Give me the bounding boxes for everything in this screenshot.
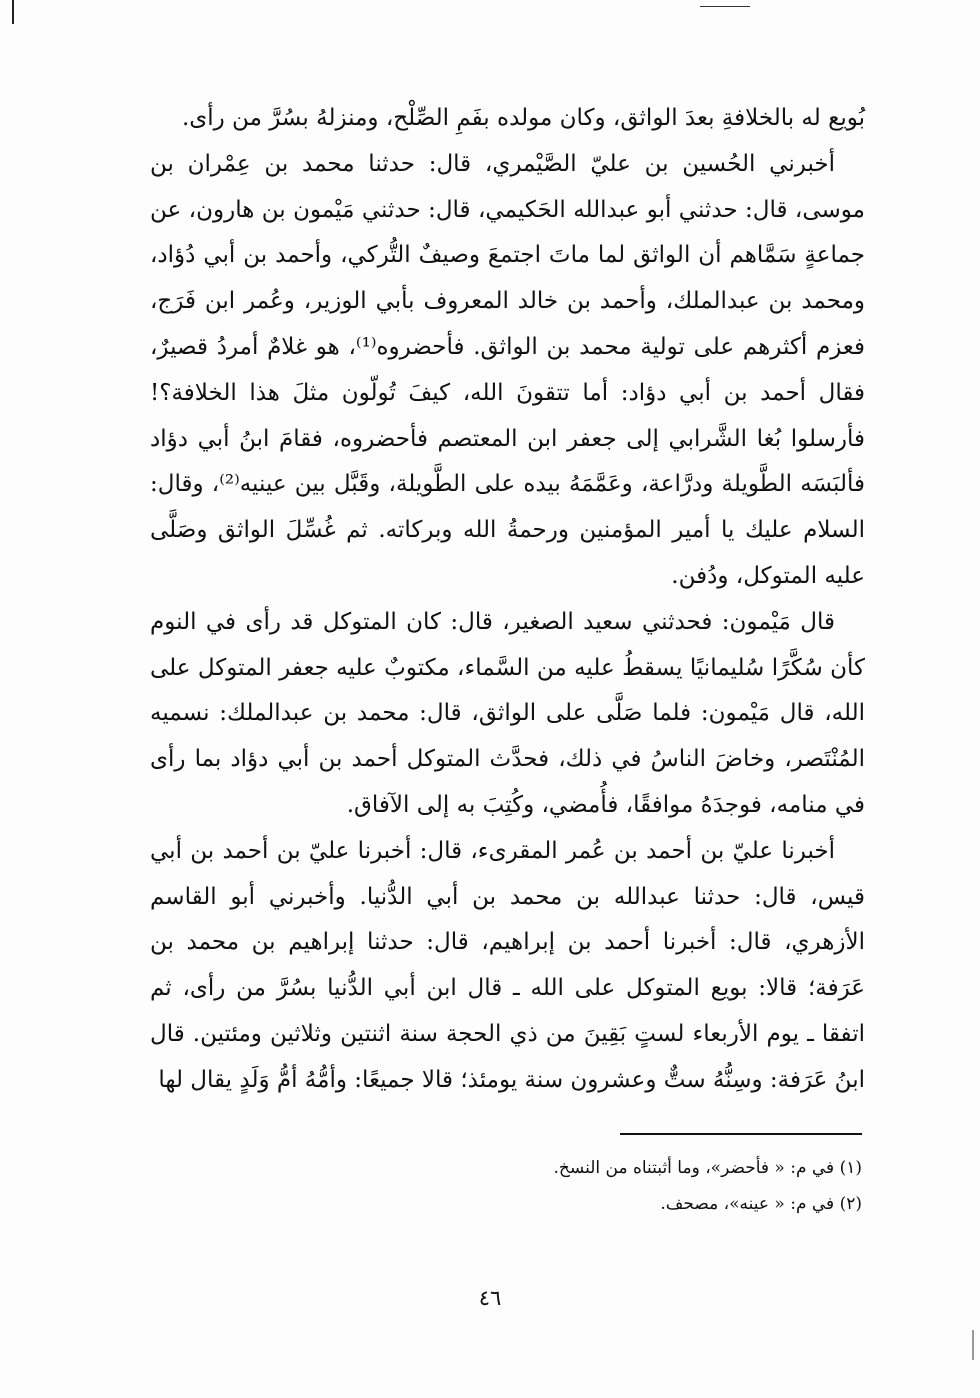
footnote-divider [620, 1133, 862, 1135]
footnote: (١) في م: « فأحضر»، وما أثبتناه من النسخ. [553, 1158, 862, 1178]
footnote: (٢) في م: « عينه»، مصحف. [660, 1194, 862, 1214]
top-rule [700, 6, 750, 7]
paragraph: أخبرنا عليّ بن أحمد بن عُمر المقرىء، قال: أخبرنا عليّ بن أحمد بن أبي قيس، قال: حدثنا عبدالله بن محمد بن أبي الدُّنيا. وأخبرني أبو القاسم الأزهري، قال: أخبرنا أحمد بن إبراهيم، قال: حدثنا إبراهيم بن محمد بن عَرَفة؛ قالا: بويع المتوكل على الله ـ قال ابن أبي الدُّنيا بسُرَّ من رأى، ثم اتفقا ـ يوم الأربعاء لستٍ بَقِينَ من ذي الحجة سنة اثنتين وثلاثين ومئتين. قال ابنُ عَرَفة: وسِنُّهُ ستٌّ وعشرون سنة يومئذ؛ قالا جميعًا: وأمُّهُ أمُّ وَلَدٍ يقال لها [150, 837, 865, 1093]
footnotes [400, 1150, 862, 1222]
paragraph: بُويع له بالخلافةِ بعدَ الواثق، وكان مولده بفَمِ الصِّلْح، ومنزلهُ بسُرَّ من رأى. [181, 105, 865, 131]
page-number: ٤٦ [478, 1286, 502, 1310]
paragraph: قال مَيْمون: فحدثني سعيد الصغير، قال: كان المتوكل قد رأى في النوم كأن سُكَّرًا سُليمانيًا يسقطُ عليه من السَّماء، مكتوبٌ عليه جعفر المتوكل على الله، قال مَيْمون: فلما صَلَّى على الواثق، قال: محمد بن عبدالملك: نسميه المُنْتَصر، وخاضَ الناسُ في ذلك، فحدَّث المتوكل أحمد بن أبي دؤاد بما رأى في منامه، فوجدَهُ موافقًا، فأُمضي، وكُتِبَ به إلى الآفاق. [150, 608, 865, 818]
paragraph: أخبرني الحُسين بن عليّ الصَّيْمري، قال: حدثنا محمد بن عِمْران بن موسى، قال: حدثني أبو عبدالله الحَكيمي، قال: حدثني مَيْمون بن هارون، عن جماعةٍ سَمَّاهم أن الواثق لما ماتَ اجتمعَ وصيفٌ التُّركي، وأحمد بن أبي دُؤاد، ومحمد بن عبدالملك، وأحمد بن خالد المعروف بأبي الوزير، وعُمر ابن فَرَج، فعزم أكثرهم على تولية محمد بن الواثق. فأحضروه⁽¹⁾، هو غلامٌ أمردُ قصيرٌ، فقال أحمد بن أبي دؤاد: أما تتقونَ الله، كيفَ تُولّون مثلَ هذا الخلافة؟! فأرسلوا بُغا الشَّرابي إلى جعفر ابن المعتصم فأحضروه، فقامَ ابنُ أبي دؤاد فألبَسَه الطَّويلة ودرَّاعة، وعَمَّمَهُ بيده على الطَّويلة، وقَبَّل بين عينيه⁽²⁾، وقال: السلام عليك يا أمير المؤمنين ورحمةُ الله وبركاته. ثم غُسِّلَ الواثق وصَلَّى عليه المتوكل، ودُفن. [150, 150, 865, 589]
main-text [150, 96, 865, 1104]
scan-edge-mark [12, 0, 14, 24]
scan-edge-mark [972, 1330, 974, 1360]
